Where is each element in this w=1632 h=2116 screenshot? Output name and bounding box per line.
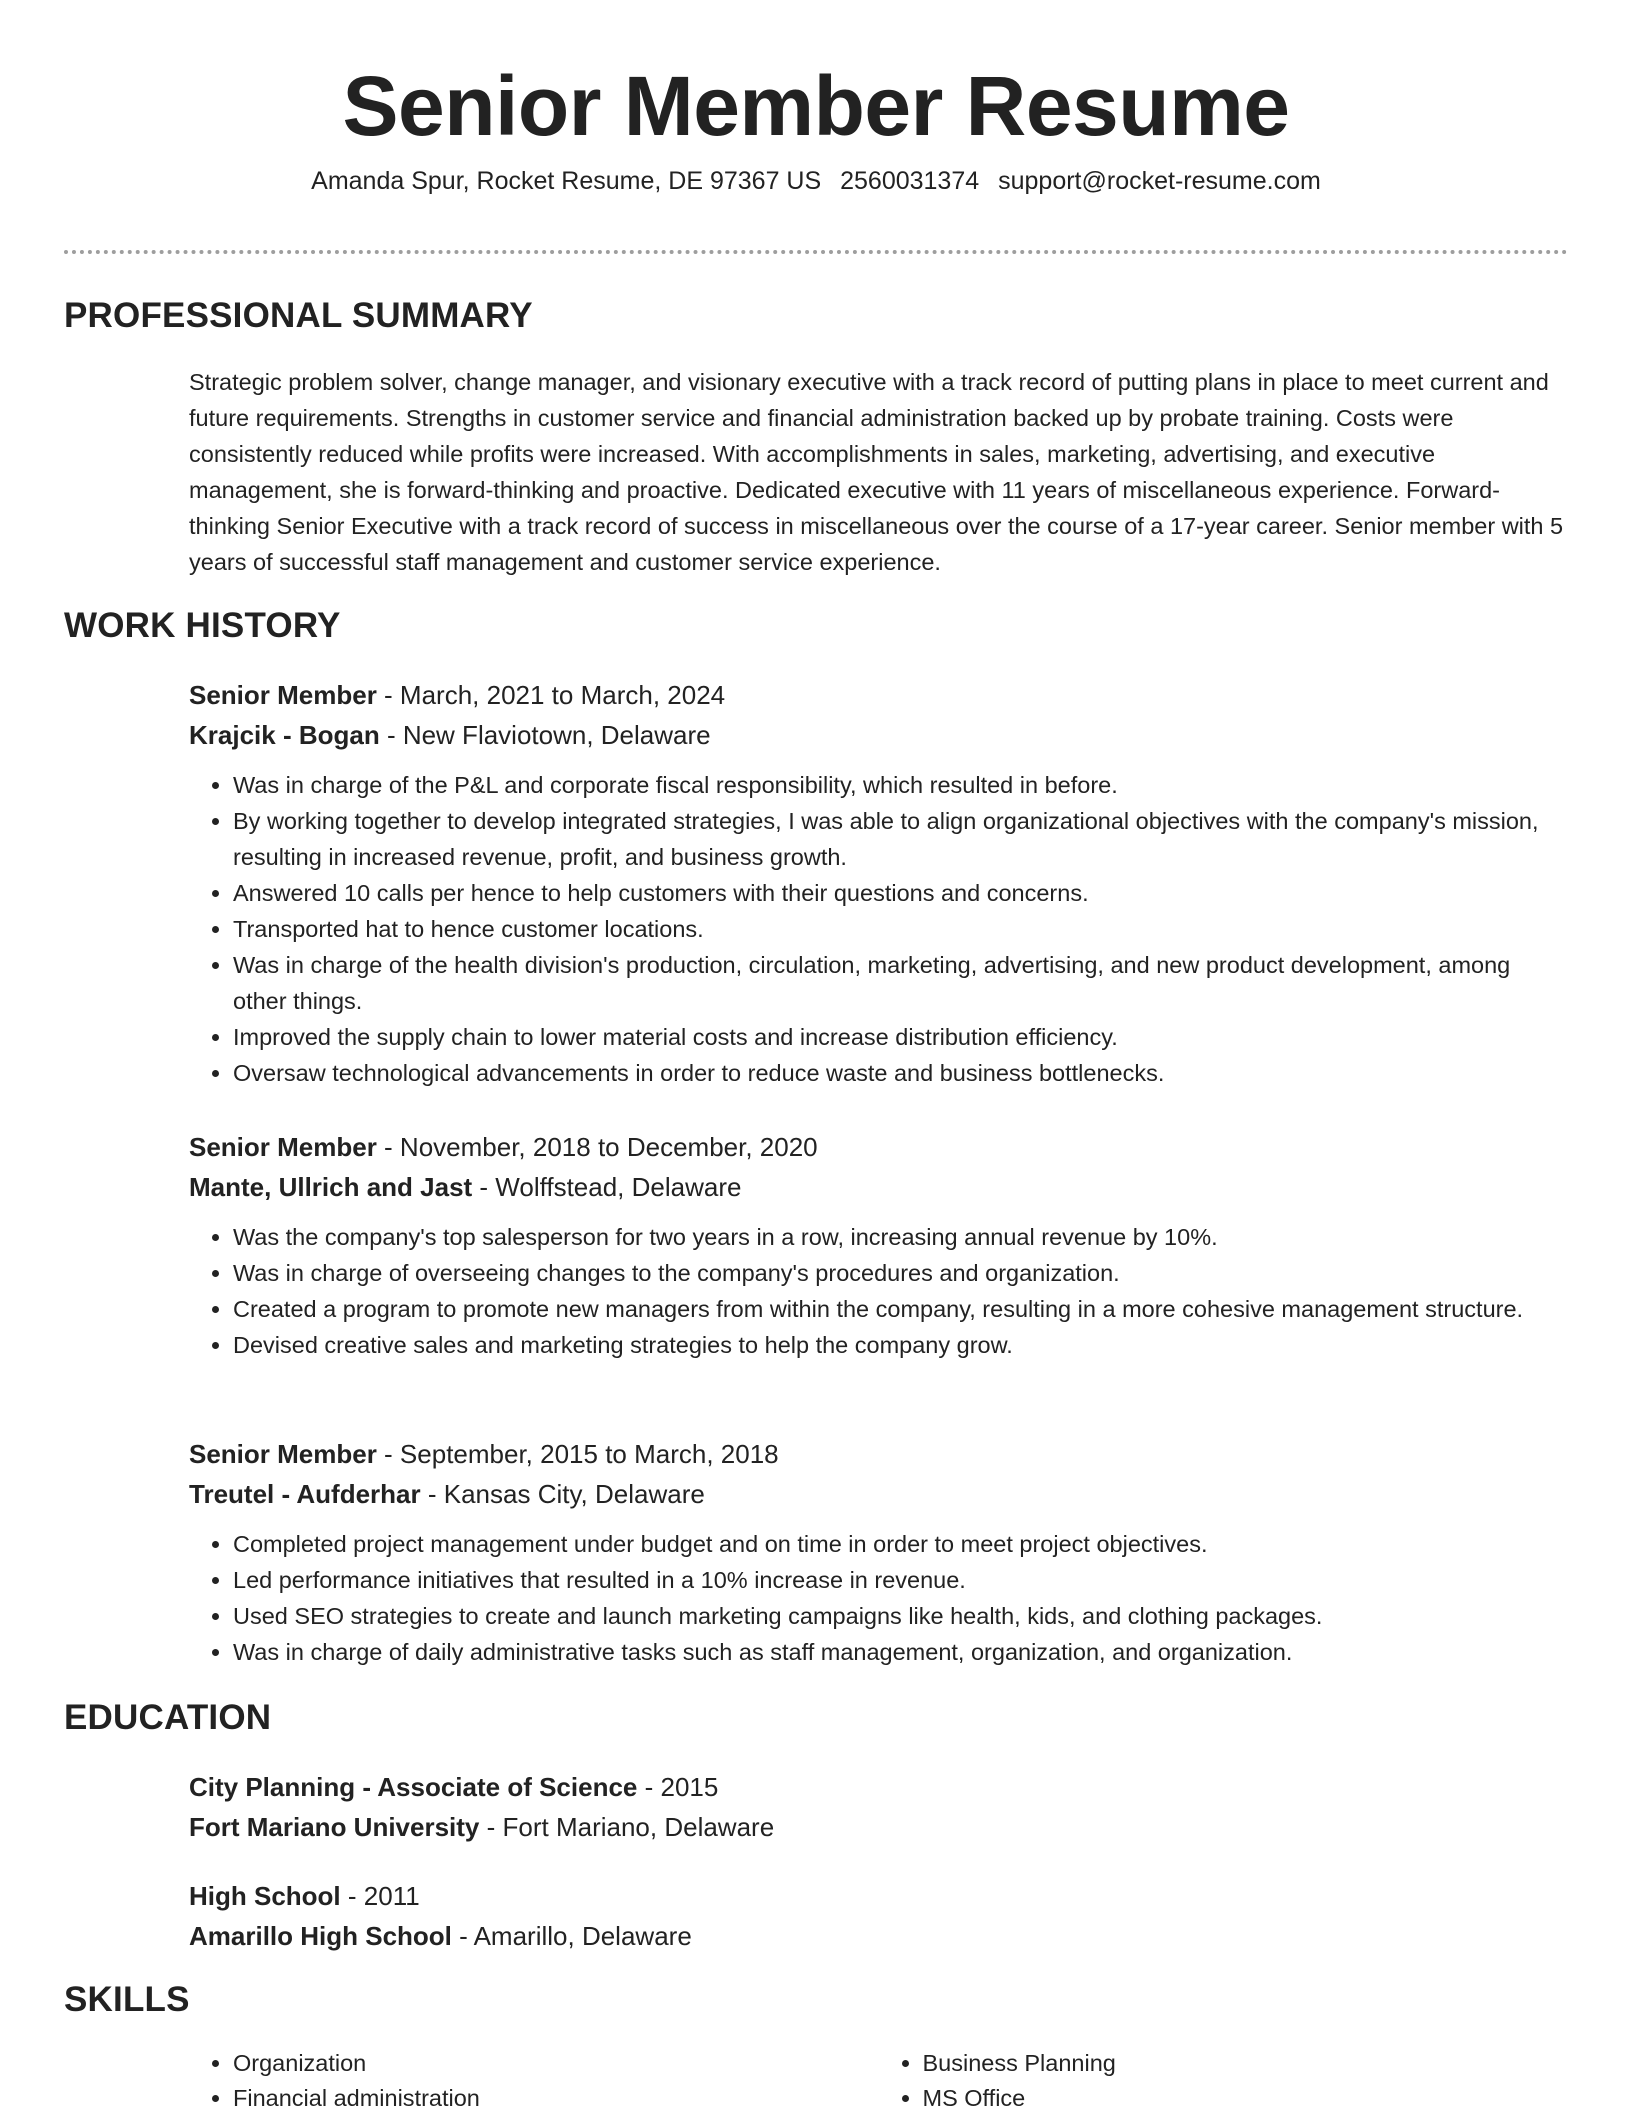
list-item: • Devised creative sales and marketing strategies to help the company grow. <box>233 1327 1568 1363</box>
education-heading: EDUCATION <box>64 1698 272 1737</box>
school: Amarillo High School <box>189 1921 452 1951</box>
skill-item: • Business Planning <box>923 2046 1569 2081</box>
degree: City Planning - Associate of Science <box>189 1772 638 1802</box>
list-item: • Was the company's top salesperson for two years in a row, increasing annual revenue by 10%. <box>233 1219 1568 1255</box>
list-item: • Oversaw technological advancements in order to reduce waste and business bottlenecks. <box>233 1055 1568 1091</box>
degree-year: - 2011 <box>340 1881 420 1911</box>
job-title-line <box>189 1127 1568 1167</box>
job-bullets <box>189 1219 1568 1363</box>
list-item: • Created a program to promote new managers from within the company, resulting in a more cohesive management structure. <box>233 1291 1568 1327</box>
job-location: - New Flaviotown, Delaware <box>379 720 711 750</box>
job-location: - Kansas City, Delaware <box>420 1479 705 1509</box>
summary-section <box>189 364 1568 580</box>
contact-address: Amanda Spur, Rocket Resume, DE 97367 US <box>311 167 822 195</box>
job-entry <box>189 1127 1568 1363</box>
job-bullets <box>189 1526 1568 1670</box>
job-title: Senior Member <box>189 1439 377 1469</box>
school-line <box>189 1916 1568 1956</box>
list-item: • Improved the supply chain to lower material costs and increase distribution efficiency. <box>233 1019 1568 1055</box>
job-bullets <box>189 767 1568 1091</box>
job-entry <box>189 675 1568 1091</box>
list-item: • Transported hat to hence customer locations. <box>233 911 1568 947</box>
skill-item: • Financial administration <box>233 2081 879 2116</box>
skills-list <box>189 2046 1568 2116</box>
job-company-line <box>189 1167 1568 1207</box>
job-location: - Wolffstead, Delaware <box>472 1172 742 1202</box>
school-location: - Amarillo, Delaware <box>451 1921 692 1951</box>
list-item: • Was in charge of overseeing changes to the company's procedures and organization. <box>233 1255 1568 1291</box>
summary-text: Strategic problem solver, change manager, and visionary executive with a track record of putting plans in place to meet current and future requirements. Strengths in customer service and financial administration backed up by probate training. Costs were consistently reduced while profits were increased. With accomplishments in sales, marketing, advertising, and executive management, she is forward-thinking and proactive. Dedicated executive with 11 years of miscellaneous experience. Forward-thinking Senior Executive with a track record of success in miscellaneous over the course of a 17-year career. Senior member with 5 years of successful staff management and customer service experience. <box>189 369 1564 575</box>
job-title: Senior Member <box>189 1132 377 1162</box>
school-line <box>189 1807 1568 1847</box>
work-history-heading: WORK HISTORY <box>64 606 341 645</box>
skill-item: • Organization <box>233 2046 879 2081</box>
job-title: Senior Member <box>189 680 377 710</box>
header-divider <box>64 250 1568 254</box>
list-item: • Was in charge of the health division's production, circulation, marketing, advertising, and new product development, among other things. <box>233 947 1568 1019</box>
education-entry <box>189 1767 1568 1847</box>
summary-heading: PROFESSIONAL SUMMARY <box>64 296 533 335</box>
skill-item: • MS Office <box>923 2081 1569 2116</box>
contact-line <box>0 166 1632 196</box>
list-item: • By working together to develop integrated strategies, I was able to align organizational objectives with the company's mission, resulting in increased revenue, profit, and business growth. <box>233 803 1568 875</box>
skills-column-left <box>189 2046 879 2116</box>
job-company: Treutel - Aufderhar <box>189 1479 421 1509</box>
degree: High School <box>189 1881 341 1911</box>
job-company-line <box>189 1474 1568 1514</box>
job-dates: - March, 2021 to March, 2024 <box>376 680 726 710</box>
list-item: • Used SEO strategies to create and launch marketing campaigns like health, kids, and clothing packages. <box>233 1598 1568 1634</box>
job-dates: - September, 2015 to March, 2018 <box>376 1439 779 1469</box>
school: Fort Mariano University <box>189 1812 480 1842</box>
contact-phone: 2560031374 <box>840 167 980 195</box>
job-company-line <box>189 715 1568 755</box>
list-item: • Answered 10 calls per hence to help customers with their questions and concerns. <box>233 875 1568 911</box>
list-item: • Completed project management under budget and on time in order to meet project objectives. <box>233 1526 1568 1562</box>
skills-heading: SKILLS <box>64 1980 190 2019</box>
education-entry <box>189 1876 1568 1956</box>
job-entry <box>189 1434 1568 1670</box>
job-title-line <box>189 675 1568 715</box>
contact-email: support@rocket-resume.com <box>998 167 1321 195</box>
list-item: • Was in charge of the P&L and corporate fiscal responsibility, which resulted in before. <box>233 767 1568 803</box>
job-company: Krajcik - Bogan <box>189 720 380 750</box>
degree-line <box>189 1767 1568 1807</box>
skills-column-right <box>879 2046 1569 2116</box>
school-location: - Fort Mariano, Delaware <box>479 1812 775 1842</box>
resume-title: Senior Member Resume <box>342 59 1290 153</box>
list-item: • Was in charge of daily administrative tasks such as staff management, organization, and organization. <box>233 1634 1568 1670</box>
degree-line <box>189 1876 1568 1916</box>
degree-year: - 2015 <box>637 1772 719 1802</box>
list-item: • Led performance initiatives that resulted in a 10% increase in revenue. <box>233 1562 1568 1598</box>
job-title-line <box>189 1434 1568 1474</box>
job-dates: - November, 2018 to December, 2020 <box>376 1132 818 1162</box>
job-company: Mante, Ullrich and Jast <box>189 1172 473 1202</box>
